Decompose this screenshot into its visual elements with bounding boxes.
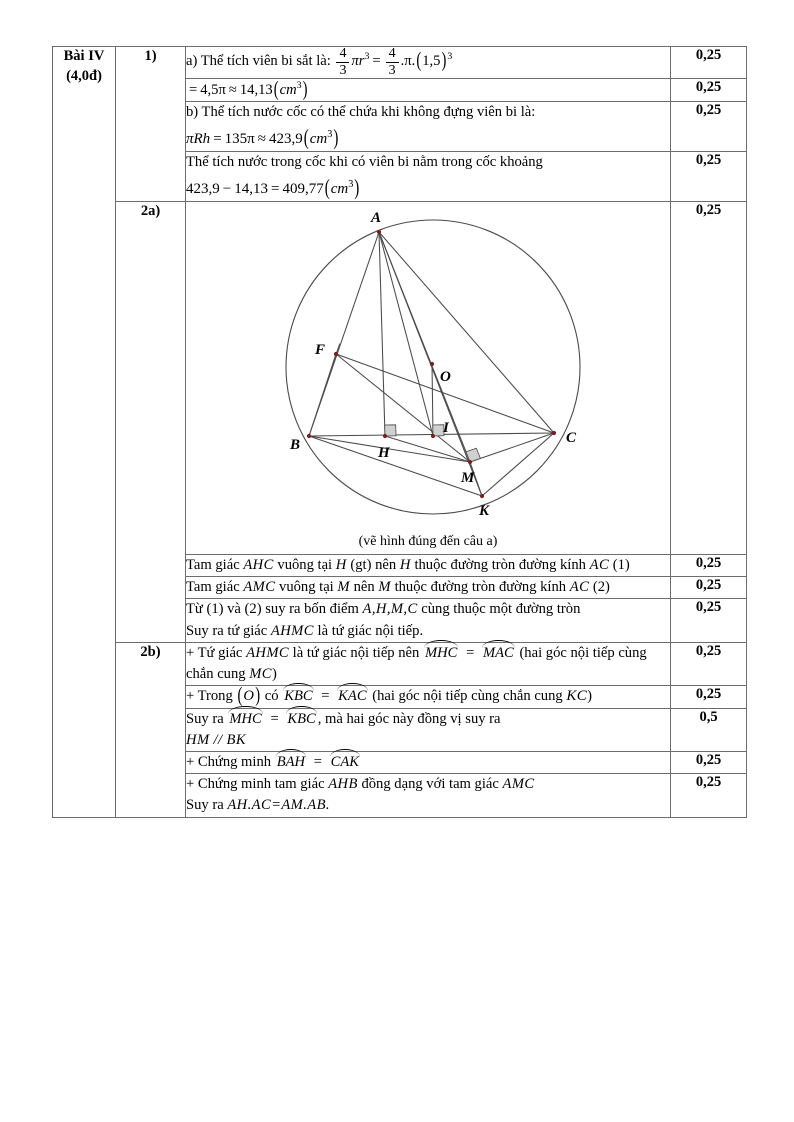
angle-CAK: CAK <box>329 752 361 773</box>
text-seg: nên <box>353 579 375 596</box>
math-arc-KC: KC <box>566 688 588 705</box>
score-cell: 0,25 <box>671 577 747 599</box>
math-product-relation: AH.AC=AM.AB. <box>227 797 330 814</box>
point-label-M: M <box>461 469 475 486</box>
equals-sign: = <box>466 644 475 661</box>
approx-sign: ≈ <box>228 81 237 98</box>
text-line: Thể tích nước trong cốc khi có viên bi nằm trong cốc khoảng <box>186 153 543 170</box>
math-circle-O: O <box>243 688 255 705</box>
segment-AH <box>379 232 385 436</box>
radius-value: 1,5 <box>422 52 441 69</box>
point-label-A: A <box>371 209 382 226</box>
math-AMC: AMC <box>243 579 276 596</box>
formula-cup-volume <box>186 128 670 151</box>
dot-pi: .π. <box>400 52 416 69</box>
score-cell: 0,25 <box>671 686 747 709</box>
score-cell: 0,25 <box>671 752 747 774</box>
left-paren: ( <box>273 77 279 102</box>
math-AHMC: AHMC <box>246 644 290 661</box>
solution-1b-cup-volume <box>186 102 671 152</box>
segment-BK <box>309 436 482 496</box>
math-AHC: AHC <box>243 557 274 574</box>
equals-sign: = <box>213 131 222 148</box>
angle-MHC: MHC <box>227 709 263 730</box>
solution-1a-result <box>186 79 671 102</box>
score-cell: 0,25 <box>671 555 747 577</box>
text-seg: Từ (1) và (2) suy ra bốn điểm <box>186 601 359 618</box>
point-label-F: F <box>315 341 326 358</box>
solution-2a-conclusion <box>186 599 671 642</box>
table-row <box>53 642 747 685</box>
text-ref-2: (2) <box>592 579 610 596</box>
text-seg: là tứ giác nội tiếp. <box>317 622 424 639</box>
point-label-C: C <box>566 429 577 446</box>
math-H2: H <box>399 557 411 574</box>
circumscribed-circle-figure <box>193 204 663 534</box>
point-label-H: H <box>378 444 390 461</box>
equals-sign: = <box>189 81 198 98</box>
text-seg: + Trong <box>186 688 233 705</box>
math-M2: M <box>378 579 391 596</box>
point-label-O: O <box>440 368 451 385</box>
text-seg: cùng thuộc một đường tròn <box>421 601 581 618</box>
equals-sign: = <box>372 52 381 69</box>
solution-2b-step4 <box>186 752 671 774</box>
right-paren: ) <box>441 49 447 73</box>
text-seg: (hai góc nội tiếp cùng chắn cung <box>372 688 563 705</box>
text-seg: Tam giác <box>186 579 240 596</box>
pi-R-h: πRh <box>186 131 211 148</box>
text-seg: Suy ra <box>186 797 224 814</box>
right-paren: ) <box>255 684 261 708</box>
solution-2a-step2 <box>186 577 671 599</box>
solution-1a-volume-ball <box>186 47 671 79</box>
right-angle-mark-H <box>385 425 396 436</box>
left-paren: ( <box>237 684 243 708</box>
solution-2b-step3 <box>186 708 671 751</box>
approx-sign: ≈ <box>257 131 266 148</box>
score-cell: 0,25 <box>671 102 747 152</box>
point-H <box>383 434 387 438</box>
solution-1b-water-with-ball <box>186 151 671 201</box>
score-cell: 0,25 <box>671 47 747 79</box>
value-4239: 423,9 <box>268 131 303 148</box>
math-arc-MC: MC <box>249 665 272 682</box>
value-1413: 14,13 <box>239 81 273 98</box>
left-paren: ( <box>416 49 422 73</box>
table-row <box>53 47 747 79</box>
point-I <box>431 434 435 438</box>
exercise-label-line1: Bài IV <box>63 48 105 64</box>
text-seg: + Tứ giác <box>186 644 243 661</box>
point-label-B: B <box>290 436 301 453</box>
text-seg: là tứ giác nội tiếp nên <box>292 644 420 661</box>
segment-HM <box>385 436 470 462</box>
point-C <box>552 431 556 435</box>
text-seg: Tam giác <box>186 557 240 574</box>
text-seg: có <box>264 688 279 705</box>
score-cell: 0,25 <box>671 151 747 201</box>
math-AMC: AMC <box>502 776 535 793</box>
text-seg: vuông tại <box>277 557 333 574</box>
unit-exponent: 3 <box>327 129 333 141</box>
equals-sign: = <box>313 754 322 771</box>
unit-exponent: 3 <box>296 80 302 91</box>
segment-MC <box>470 433 554 462</box>
point-O <box>430 362 434 366</box>
text-seg: + Chứng minh <box>186 754 272 771</box>
math-AHMC-points: A,H,M,C <box>362 601 418 618</box>
left-paren: ( <box>303 127 309 151</box>
formula-ball-volume <box>334 46 453 78</box>
table-row <box>53 201 747 554</box>
math-AHMC: AHMC <box>270 622 314 639</box>
point-B <box>307 434 311 438</box>
equals-sign: = <box>270 181 280 198</box>
right-paren: ) <box>354 177 360 201</box>
math-M: M <box>337 579 350 596</box>
close-paren: ) <box>587 688 593 705</box>
point-label-K: K <box>479 502 490 519</box>
math-AC: AC <box>569 579 590 596</box>
exercise-label-line2: (4,0đ) <box>66 67 102 84</box>
solution-2b-step5 <box>186 774 671 817</box>
unit-cm: cm <box>279 81 297 98</box>
text-seg: thuộc đường tròn đường kính <box>394 579 567 596</box>
value-40977: 409,77 <box>282 181 324 198</box>
text-prefix: a) Thể tích viên bi sắt là: <box>186 52 331 69</box>
figure-caption: (vẽ hình đúng đến câu a) <box>358 533 498 549</box>
minus-sign: − <box>222 181 232 198</box>
fraction-four-thirds-2: $\frac{4}{3}$ <box>386 47 399 78</box>
text-seg: Suy ra <box>186 710 224 727</box>
equals-sign: = <box>321 688 330 705</box>
math-HM-parallel-BK: HM // BK <box>186 731 246 748</box>
formula-water-remaining <box>186 178 670 201</box>
unit-cm: cm <box>330 181 349 198</box>
value-45pi: 4,5π <box>200 81 226 98</box>
segment-BF <box>309 354 336 436</box>
close-paren: ) <box>271 665 277 682</box>
text-seg: (hai góc nội tiếp cùng chắn cung <box>186 644 647 682</box>
point-A <box>377 230 381 234</box>
point-M <box>468 460 472 464</box>
part-label-1: 1) <box>116 47 186 202</box>
text-ref-1: (1) <box>612 557 630 574</box>
formula-ball-volume-result <box>186 77 308 102</box>
solution-2b-step1 <box>186 642 671 685</box>
angle-MAC: MAC <box>481 643 516 664</box>
point-label-I: I <box>443 419 449 436</box>
score-cell: 0,25 <box>671 79 747 102</box>
point-K <box>480 494 484 498</box>
point-F <box>334 352 338 356</box>
part-label-2a: 2a) <box>116 201 186 642</box>
text-seg: đồng dạng với tam giác <box>361 776 499 793</box>
text-seg: Suy ra tứ giác <box>186 622 268 639</box>
text-seg: thuộc đường tròn đường kính <box>414 557 586 574</box>
score-cell: 0,5 <box>671 708 747 751</box>
solution-2b-step2 <box>186 686 671 709</box>
answer-key-table <box>52 46 747 818</box>
exercise-label-cell <box>53 47 116 818</box>
angle-BAH: BAH <box>275 752 307 773</box>
value-4239: 423,9 <box>186 181 220 198</box>
equals-sign: = <box>270 710 279 727</box>
value-1413: 14,13 <box>234 181 268 198</box>
exponent-3: 3 <box>364 51 370 63</box>
unit-cm: cm <box>309 131 328 148</box>
solution-2a-step1 <box>186 555 671 577</box>
score-cell: 0,25 <box>671 599 747 642</box>
unit-exponent: 3 <box>348 179 354 191</box>
part-label-2b: 2b) <box>116 642 186 817</box>
fraction-four-thirds-1: $\frac{4}{3}$ <box>336 47 349 78</box>
exponent-3b: 3 <box>447 51 453 63</box>
angle-KBC: KBC <box>285 709 317 730</box>
pi-r-term: πr <box>351 52 365 69</box>
score-cell: 0,25 <box>671 642 747 685</box>
text-seg: + Chứng minh tam giác <box>186 776 325 793</box>
math-AC: AC <box>589 557 610 574</box>
text-seg: vuông tại <box>279 579 334 596</box>
score-cell: 0,25 <box>671 201 747 554</box>
angle-KAC: KAC <box>336 686 368 707</box>
text-line: b) Thể tích nước cốc có thể chứa khi không đựng viên bi là: <box>186 104 536 121</box>
value-135pi: 135π <box>224 131 255 148</box>
left-paren: ( <box>324 177 330 201</box>
angle-KBC: KBC <box>282 686 314 707</box>
right-paren: ) <box>302 77 308 102</box>
geometry-figure-cell <box>186 201 671 554</box>
right-paren: ) <box>333 127 339 151</box>
text-seg: , mà hai góc này đồng vị suy ra <box>317 710 501 727</box>
math-H: H <box>335 557 347 574</box>
circumcircle <box>286 220 580 514</box>
math-AHB: AHB <box>328 776 358 793</box>
text-seg: (gt) nên <box>350 557 397 574</box>
angle-MHC: MHC <box>423 643 459 664</box>
score-cell: 0,25 <box>671 774 747 817</box>
